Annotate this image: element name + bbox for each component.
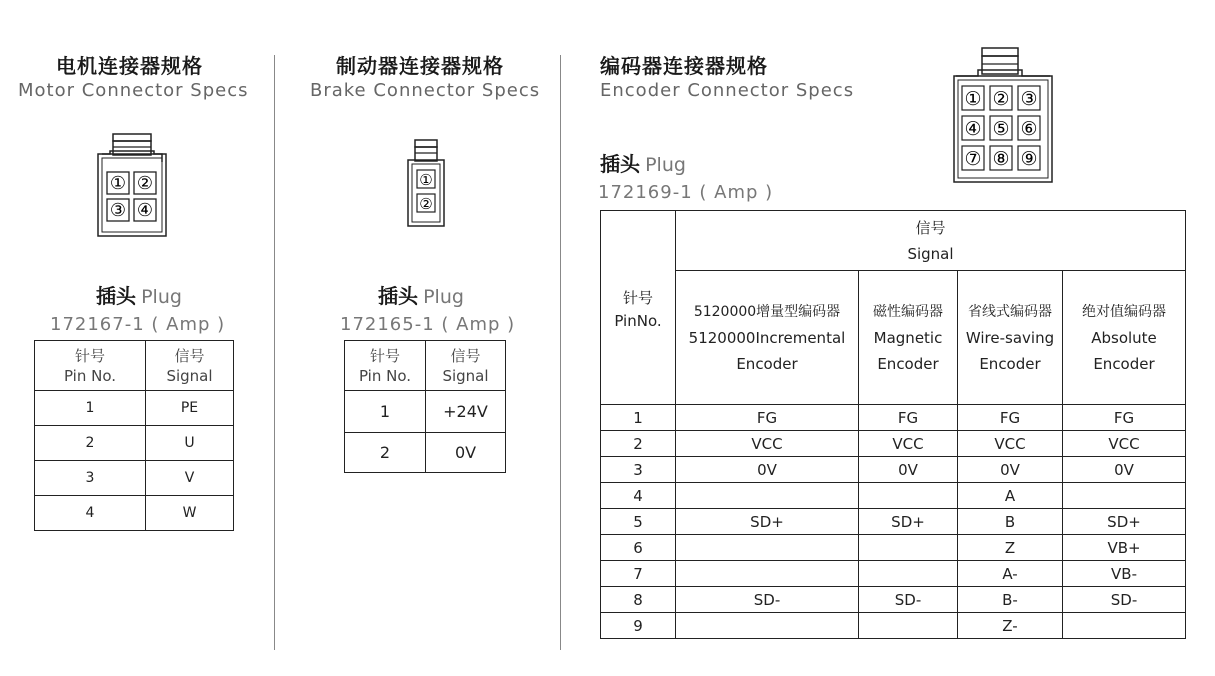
signal-header — [426, 341, 506, 391]
encoder-title-cn: 编码器连接器规格 — [600, 54, 768, 78]
encoder-type-cn: 5120000增量型编码器 — [693, 303, 841, 320]
encoder-type-cn: 磁性编码器 — [873, 303, 943, 320]
pin-header-cn: 针号 — [74, 346, 105, 365]
divider-right — [560, 55, 561, 650]
pin-cell: 2 — [601, 431, 676, 457]
signal-cell: 0V — [426, 433, 506, 473]
signal-cell: 0V — [1063, 457, 1186, 483]
signal-cell: SD+ — [676, 509, 859, 535]
pin-cell: 1 — [345, 391, 426, 433]
signal-cell — [676, 613, 859, 639]
encoder-pin-5: ⑤ — [992, 118, 1010, 140]
pin-cell: 1 — [35, 391, 146, 426]
brake-title-en: Brake Connector Specs — [310, 80, 541, 101]
motor-plug-en: Plug — [141, 286, 182, 308]
encoder-pin-7: ⑦ — [964, 148, 982, 170]
pin-header-en: Pin No. — [358, 366, 412, 385]
pin-cell: 2 — [345, 433, 426, 473]
signal-cell: SD- — [676, 587, 859, 613]
signal-cell: Z- — [958, 613, 1063, 639]
signal-cell: A- — [958, 561, 1063, 587]
signal-cell — [676, 483, 859, 509]
encoder-plug-cn: 插头 — [600, 152, 640, 176]
brake-pin-1: ① — [419, 171, 433, 189]
signal-cell: 0V — [958, 457, 1063, 483]
table-header-row — [601, 211, 1186, 271]
signal-header-en: Signal — [166, 366, 213, 385]
pin-cell: 3 — [35, 461, 146, 496]
table-row — [601, 483, 1186, 509]
encoder-part-number: 172169-1 ( Amp ) — [598, 182, 774, 203]
motor-connector-icon — [96, 132, 168, 240]
table-row — [35, 461, 234, 496]
signal-cell: FG — [676, 405, 859, 431]
signal-cell: SD+ — [1063, 509, 1186, 535]
signal-cell: FG — [859, 405, 958, 431]
pin-cell: 8 — [601, 587, 676, 613]
signal-cell — [676, 561, 859, 587]
encoder-type-en: Encoder — [979, 354, 1041, 373]
brake-plug-label — [378, 280, 464, 309]
motor-pin-3: ③ — [109, 200, 127, 221]
signal-cell: VCC — [958, 431, 1063, 457]
table-row — [601, 561, 1186, 587]
pin-cell: 9 — [601, 613, 676, 639]
signal-header-en: Signal — [907, 244, 954, 263]
signal-cell: FG — [1063, 405, 1186, 431]
signal-header-cn: 信号 — [174, 346, 205, 365]
signal-cell: B- — [958, 587, 1063, 613]
table-header-row — [35, 341, 234, 391]
table-row — [601, 587, 1186, 613]
pin-header-cn: 针号 — [369, 346, 400, 365]
pin-cell: 4 — [601, 483, 676, 509]
table-row — [601, 535, 1186, 561]
signal-cell: 0V — [676, 457, 859, 483]
encoder-connector-icon — [952, 46, 1054, 186]
divider-left — [274, 55, 275, 650]
signal-cell: VB- — [1063, 561, 1186, 587]
table-row — [601, 509, 1186, 535]
signal-cell: SD- — [1063, 587, 1186, 613]
encoder-type-header — [859, 271, 958, 405]
encoder-pin-table — [600, 210, 1186, 639]
table-subheader-row — [601, 271, 1186, 405]
motor-plug-cn: 插头 — [96, 284, 136, 308]
signal-cell: VB+ — [1063, 535, 1186, 561]
signal-cell: PE — [146, 391, 234, 426]
signal-cell: VCC — [859, 431, 958, 457]
motor-title-en: Motor Connector Specs — [18, 80, 249, 101]
signal-cell: +24V — [426, 391, 506, 433]
encoder-type-header — [1063, 271, 1186, 405]
signal-cell: V — [146, 461, 234, 496]
pin-cell: 5 — [601, 509, 676, 535]
table-row — [601, 613, 1186, 639]
encoder-type-header — [676, 271, 859, 405]
motor-pin-table — [34, 340, 234, 531]
pin-cell: 1 — [601, 405, 676, 431]
pin-header — [35, 341, 146, 391]
encoder-pin-3: ③ — [1020, 88, 1038, 110]
table-row — [601, 457, 1186, 483]
table-row — [35, 496, 234, 531]
encoder-title-en: Encoder Connector Specs — [600, 80, 855, 101]
encoder-type-cn: 绝对值编码器 — [1082, 303, 1166, 320]
signal-cell: VCC — [676, 431, 859, 457]
signal-cell — [1063, 613, 1186, 639]
encoder-pin-9: ⑨ — [1020, 148, 1038, 170]
brake-pin-2: ② — [419, 195, 433, 213]
encoder-type-en: Encoder — [877, 354, 939, 373]
brake-title-cn: 制动器连接器规格 — [336, 54, 504, 78]
encoder-type-en: 5120000Incremental — [688, 328, 846, 347]
table-row — [35, 426, 234, 461]
motor-plug-label — [96, 280, 182, 309]
encoder-plug-label — [600, 148, 686, 177]
signal-cell: FG — [958, 405, 1063, 431]
encoder-pin-6: ⑥ — [1020, 118, 1038, 140]
signal-cell: 0V — [859, 457, 958, 483]
pin-header-cn: 针号 — [622, 288, 653, 307]
brake-pin-table — [344, 340, 506, 473]
encoder-type-cn: 省线式编码器 — [968, 303, 1052, 320]
signal-cell — [859, 561, 958, 587]
signal-cell — [859, 535, 958, 561]
table-row — [35, 391, 234, 426]
pin-cell: 7 — [601, 561, 676, 587]
pin-header-en: Pin No. — [63, 366, 117, 385]
brake-plug-en: Plug — [423, 286, 464, 308]
signal-cell — [1063, 483, 1186, 509]
encoder-pin-8: ⑧ — [992, 148, 1010, 170]
table-row — [601, 405, 1186, 431]
encoder-type-en: Encoder — [1093, 354, 1155, 373]
pin-header-en: PinNo. — [614, 311, 662, 330]
table-row — [345, 433, 506, 473]
brake-part-number: 172165-1 ( Amp ) — [340, 314, 516, 335]
encoder-pin-1: ① — [964, 88, 982, 110]
signal-cell — [859, 483, 958, 509]
signal-cell — [676, 535, 859, 561]
signal-cell: SD- — [859, 587, 958, 613]
encoder-type-header — [958, 271, 1063, 405]
table-row — [601, 431, 1186, 457]
signal-header-cn: 信号 — [915, 218, 946, 237]
pin-cell: 3 — [601, 457, 676, 483]
encoder-pin-2: ② — [992, 88, 1010, 110]
motor-part-number: 172167-1 ( Amp ) — [50, 314, 226, 335]
brake-plug-cn: 插头 — [378, 284, 418, 308]
encoder-type-en: Absolute — [1091, 328, 1157, 347]
motor-pin-1: ① — [109, 173, 127, 194]
signal-cell: Z — [958, 535, 1063, 561]
encoder-type-en: Magnetic — [873, 328, 943, 347]
motor-title-cn: 电机连接器规格 — [56, 54, 203, 78]
signal-header-cn: 信号 — [450, 346, 481, 365]
pin-header — [601, 211, 676, 405]
brake-connector-icon — [404, 138, 450, 230]
pin-cell: 4 — [35, 496, 146, 531]
pin-cell: 6 — [601, 535, 676, 561]
encoder-type-en: Encoder — [736, 354, 798, 373]
signal-cell: W — [146, 496, 234, 531]
signal-cell: U — [146, 426, 234, 461]
table-row — [345, 391, 506, 433]
motor-pin-4: ④ — [136, 200, 154, 221]
encoder-type-en: Wire-saving — [965, 328, 1055, 347]
signal-header — [146, 341, 234, 391]
pin-header — [345, 341, 426, 391]
motor-pin-2: ② — [136, 173, 154, 194]
signal-cell — [859, 613, 958, 639]
signal-header — [676, 211, 1186, 271]
encoder-plug-en: Plug — [645, 154, 686, 176]
pin-cell: 2 — [35, 426, 146, 461]
signal-cell: A — [958, 483, 1063, 509]
encoder-pin-4: ④ — [964, 118, 982, 140]
table-header-row — [345, 341, 506, 391]
signal-cell: SD+ — [859, 509, 958, 535]
signal-cell: VCC — [1063, 431, 1186, 457]
signal-header-en: Signal — [442, 366, 489, 385]
signal-cell: B — [958, 509, 1063, 535]
